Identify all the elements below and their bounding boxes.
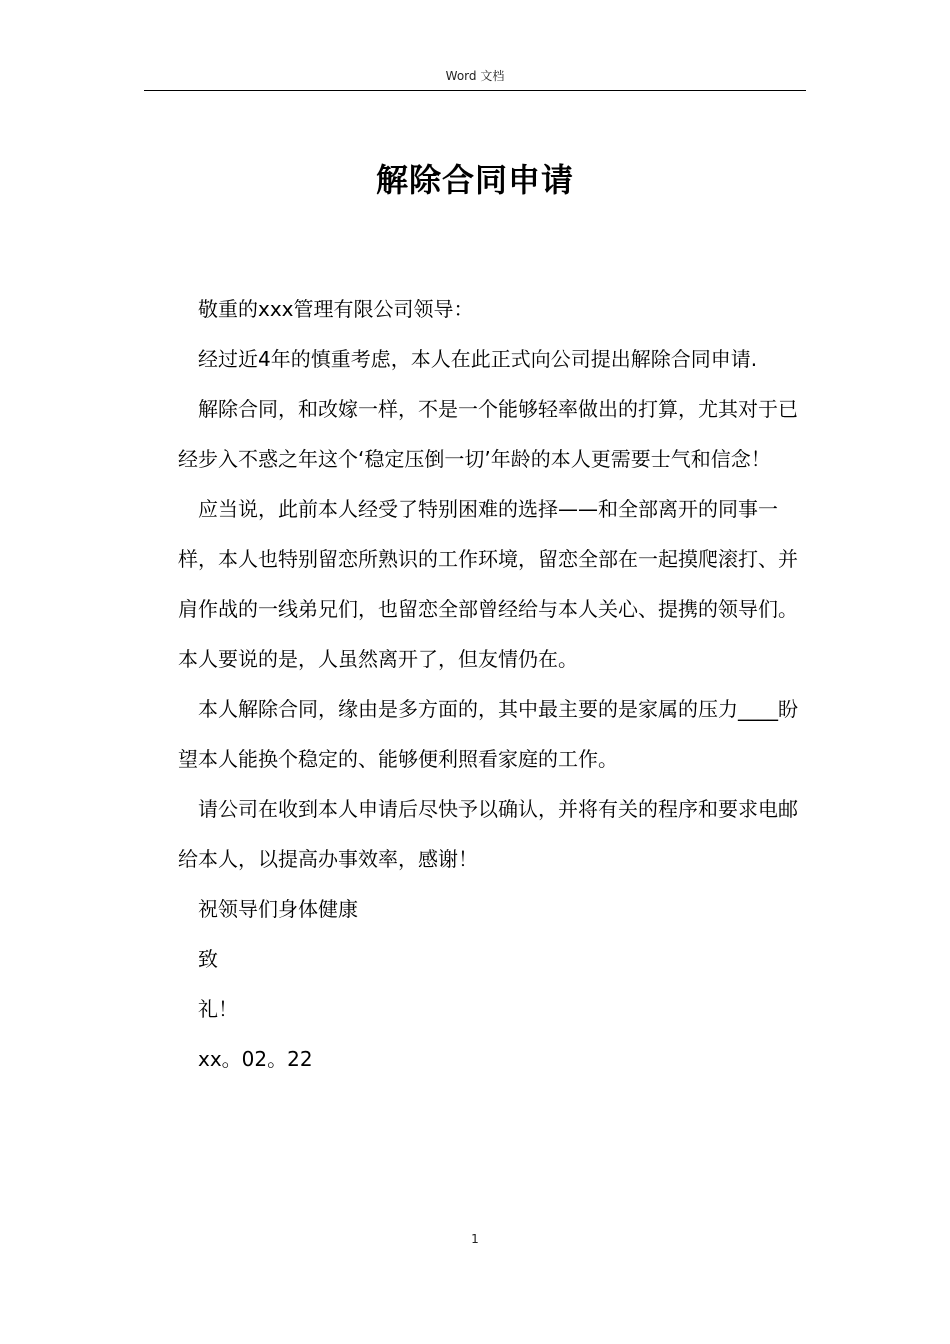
body-paragraph: 解除合同，和改嫁一样，不是一个能够轻率做出的打算，尤其对于已经步入不惑之年这个‘稳定压倒一切’年龄的本人更需要士气和信念！ (178, 397, 798, 471)
document-title: 解除合同申请 (375, 161, 574, 199)
page-header: Word 文档 (144, 66, 806, 91)
body-paragraph: 经过近4年的慎重考虑，本人在此正式向公司提出解除合同申请. (198, 347, 758, 371)
document-body (178, 284, 806, 1084)
closing-wish: 祝领导们身体健康 (198, 897, 358, 921)
signature-date: xx。02。22 (198, 1047, 313, 1071)
body-paragraph: 应当说，此前本人经受了特别困难的选择——和全部离开的同事一样，本人也特别留恋所熟识的工作环境，留恋全部在一起摸爬滚打、并肩作战的一线弟兄们，也留恋全部曾经给与本人关心、提携的领导们。本人要说的是，人虽然离开了，但友情仍在。 (178, 497, 798, 671)
body-paragraph: 请公司在收到本人申请后尽快予以确认，并将有关的程序和要求电邮给本人，以提高办事效率，感谢！ (178, 797, 798, 871)
body-paragraph: 本人解除合同，缘由是多方面的，其中最主要的是家属的压力____盼望本人能换个稳定的、能够便利照看家庭的工作。 (178, 697, 798, 771)
closing-salute-line-1: 致 (198, 947, 218, 971)
salutation-paragraph: 敬重的xxx管理有限公司领导： (198, 297, 474, 321)
closing-salute-line-2: 礼！ (198, 997, 238, 1021)
page-number: 1 (471, 1232, 479, 1246)
